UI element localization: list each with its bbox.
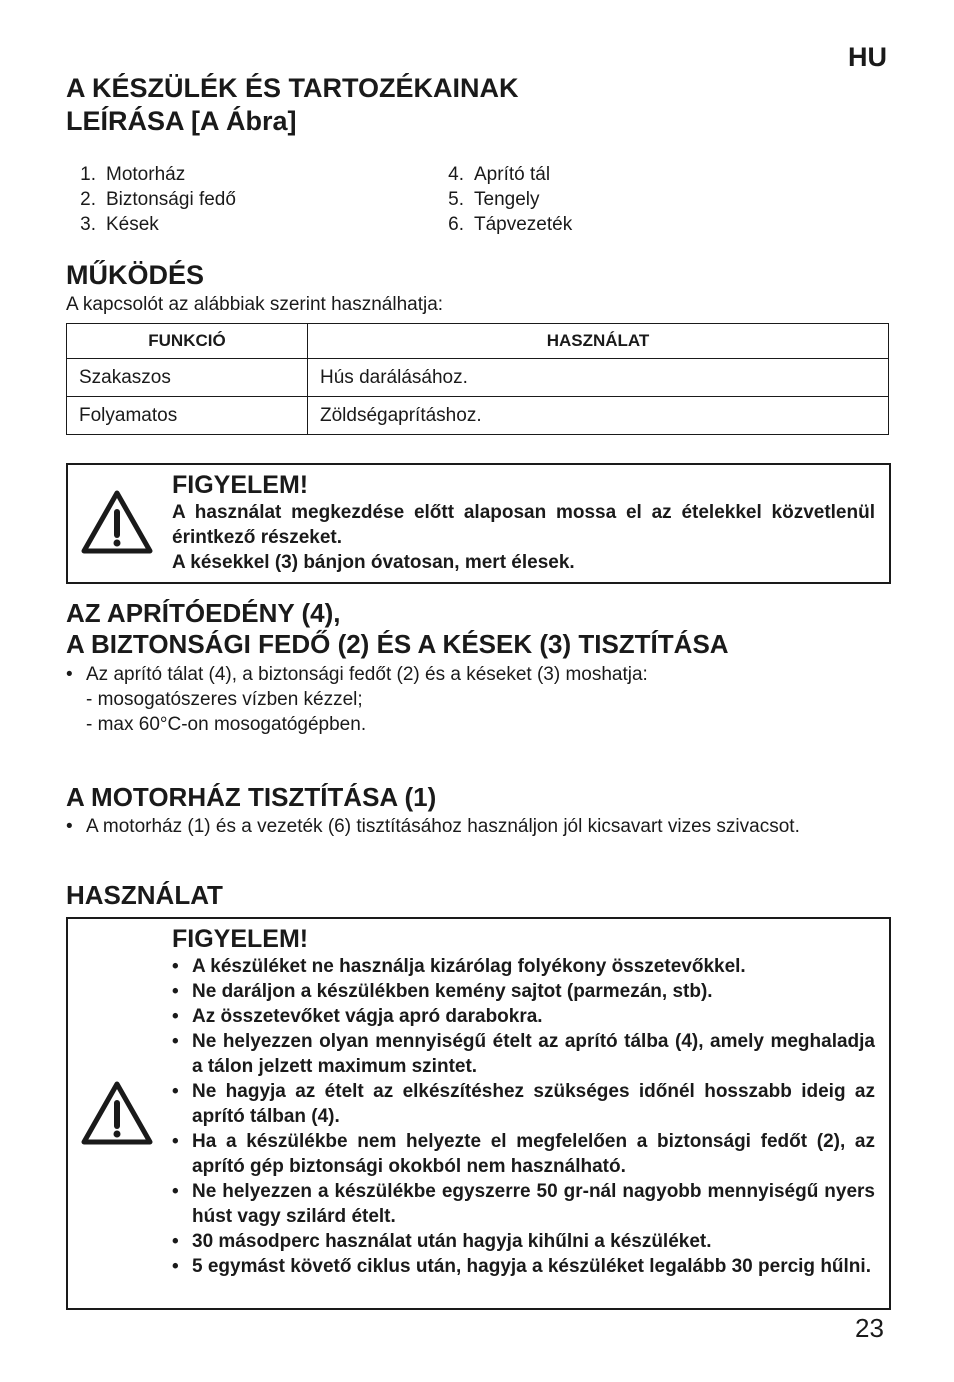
list-item: • Ne helyezzen olyan mennyiségű ételt az aprító tálba (4), amely meghaladja a tálon jelzett maximum szintet. [172, 1029, 875, 1079]
table-cell: Zöldségaprításhoz. [308, 397, 889, 435]
list-item: 3. Kések [80, 214, 159, 235]
warning-text: A késekkel (3) bánjon óvatosan, mert élesek. [172, 552, 575, 573]
list-item: • Ne helyezzen a készülékbe egyszerre 50 gr-nál nagyobb mennyiségű nyers húst vagy szilárd ételt. [172, 1179, 875, 1229]
cleaning-heading-line1: AZ APRÍTÓEDÉNY (4), [66, 598, 341, 628]
list-item: • 30 másodperc használat után hagyja kihűlni a készüléket. [172, 1229, 875, 1254]
operation-intro: A kapcsolót az alábbiak szerint használhatja: [66, 294, 444, 315]
warning-text: A használat megkezdése előtt alaposan mossa el az ételekkel közvetlenül érintkező részeket. [172, 502, 875, 548]
list-item: • Ha a készülékbe nem helyezte el megfelelően a biztonsági fedőt (2), az aprító gép biztonsági okokból nem használható. [172, 1129, 875, 1179]
table-row [67, 397, 889, 435]
list-item: • Az összetevőket vágja apró darabokra. [172, 1004, 875, 1029]
motor-cleaning-list [66, 814, 886, 839]
function-table [66, 323, 889, 435]
warning-body [172, 954, 875, 1279]
table-row [67, 359, 889, 397]
warning-title: FIGYELEM! [172, 471, 309, 499]
warning-box-1 [66, 463, 891, 584]
warning-body [172, 500, 875, 575]
motor-cleaning-heading: A MOTORHÁZ TISZTÍTÁSA (1) [66, 782, 437, 812]
table-cell: Szakaszos [67, 359, 308, 397]
parts-list-right [434, 162, 572, 237]
table-header-row [67, 324, 889, 359]
table-header: HASZNÁLAT [308, 324, 889, 359]
list-item: 6. Tápvezeték [448, 214, 573, 235]
parts-heading [66, 72, 519, 138]
list-item: 5. Tengely [448, 189, 540, 210]
cleaning-list [66, 662, 886, 737]
parts-heading-line1: A KÉSZÜLÉK ÉS TARTOZÉKAINAK [66, 73, 519, 103]
parts-list-left [66, 162, 236, 237]
warning-triangle-icon [80, 1079, 154, 1147]
list-item: 4. Aprító tál [448, 164, 551, 185]
list-item: • Az aprító tálat (4), a biztonsági fedőt (2) és a késeket (3) moshatja: - mosogatószeres vízben kézzel; - max 60°C-on mosogatógépben. [66, 662, 886, 737]
page-number: 23 [855, 1313, 884, 1343]
table-header: FUNKCIÓ [67, 324, 308, 359]
warning-list [172, 954, 875, 1279]
table-cell: Hús darálásához. [308, 359, 889, 397]
usage-heading: HASZNÁLAT [66, 880, 223, 910]
warning-triangle-icon [80, 488, 154, 556]
list-item: • Ne daráljon a készülékben kemény sajtot (parmezán, stb). [172, 979, 875, 1004]
cleaning-heading-line2: A BIZTONSÁGI FEDŐ (2) ÉS A KÉSEK (3) TISZTÍTÁSA [66, 629, 729, 659]
list-item: • Ne hagyja az ételt az elkészítéshez szükséges időnél hosszabb ideig az aprító tálban (4). [172, 1079, 875, 1129]
sub-item: - mosogatószeres vízben kézzel; [86, 689, 363, 710]
sub-item: - max 60°C-on mosogatógépben. [86, 714, 367, 735]
parts-heading-line2: LEÍRÁSA [A Ábra] [66, 106, 297, 136]
operation-heading: MŰKÖDÉS [66, 260, 205, 290]
language-code: HU [848, 42, 887, 72]
list-item: 2. Biztonsági fedő [80, 189, 236, 210]
cleaning-heading [66, 598, 729, 660]
list-item: 1. Motorház [80, 164, 186, 185]
warning-title: FIGYELEM! [172, 925, 309, 953]
warning-box-2 [66, 917, 891, 1310]
list-item: • A motorház (1) és a vezeték (6) tisztításához használjon jól kicsavart vizes szivacsot. [66, 814, 886, 839]
list-item: • A készüléket ne használja kizárólag folyékony összetevőkkel. [172, 954, 875, 979]
list-item: • 5 egymást követő ciklus után, hagyja a készüléket legalább 30 percig hűlni. [172, 1254, 875, 1279]
table-cell: Folyamatos [67, 397, 308, 435]
